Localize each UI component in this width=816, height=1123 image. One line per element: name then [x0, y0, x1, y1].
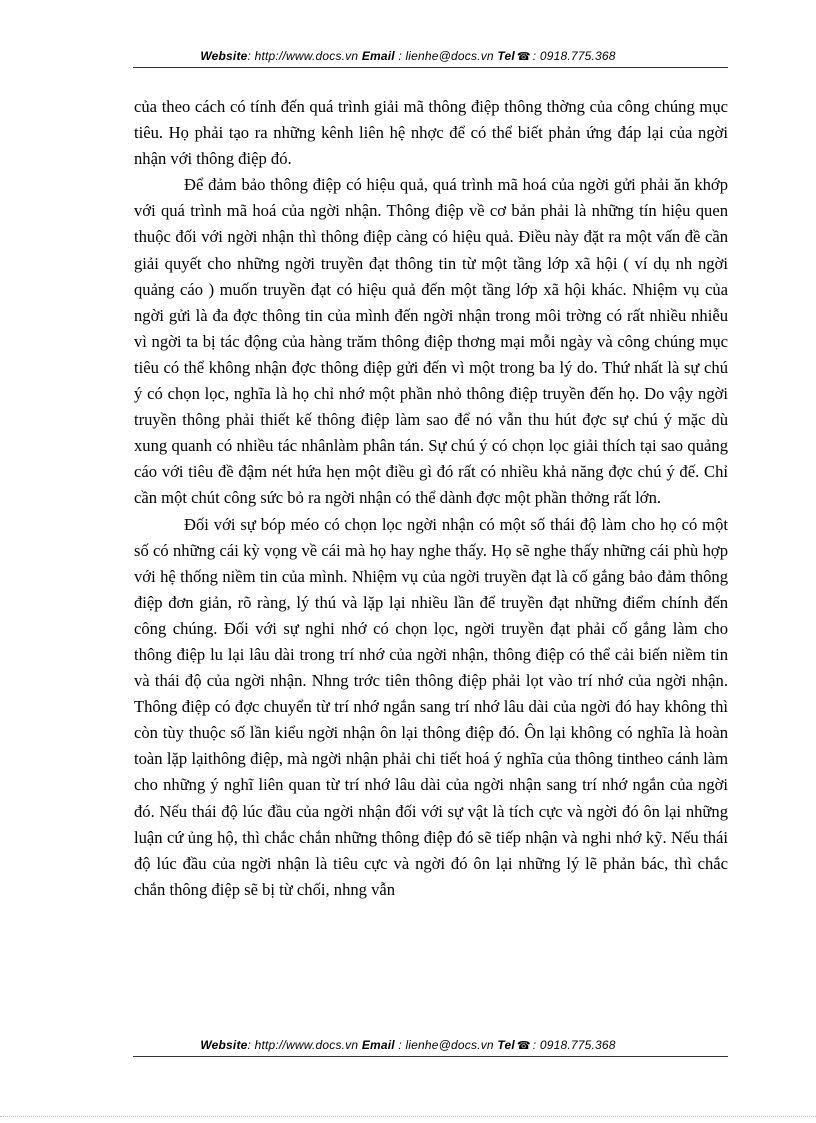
page-footer	[0, 1038, 816, 1052]
header-email-value: : lienhe@docs.vn	[398, 49, 494, 63]
page-edge-divider	[0, 1116, 816, 1117]
footer-website-label: Website	[200, 1038, 248, 1052]
body-paragraph-3: Đối với sự bóp méo có chọn lọc ngời nhận có một số thái độ làm cho họ có một số có những cái kỳ vọng về cái mà họ hay nghe thấy. Họ sẽ nghe thấy những cái phù hợp với hệ thống niềm tin của mình. Nhiệm vụ của ngời truyền đạt là cố gắng bảo đảm thông điệp đơn giản, rõ ràng, lý thú và lặp lại nhiều lần để truyền đạt những điểm chính đến công chúng. Đối với sự nghi nhớ có chọn lọc, ngời truyền đạt phải cố gắng làm cho thông điệp lu lại lâu dài trong trí nhớ của ngời nhận, thông điệp có thể cải biến niềm tin và thái độ của ngời nhận. Nhng trớc tiên thông điệp phải lọt vào trí nhớ của ngời nhận. Thông điệp có đợc chuyển từ trí nhớ ngắn sang trí nhớ lâu dài của ngời đó hay không thì còn tùy thuộc số lần kiểu ngời nhận ôn lại thông điệp đó. Ôn lại không có nghĩa là hoàn toàn lặp lạithông điệp, mà ngời nhận phải chi tiết hoá ý nghĩa của thông tintheo cánh làm cho những ý nghĩ liên quan từ trí nhớ lâu dài của ngời nhận sang trí nhớ ngắn của ngời đó. Nếu thái độ lúc đầu của ngời nhận đối với sự vật là tích cực và ngời đó ôn lại những luận cứ ủng hộ, thì chắc chắn những thông điệp đó sẽ tiếp nhận và nghi nhớ kỹ. Nếu thái độ lúc đầu của ngời nhận là tiêu cực và ngời đó ôn lại những lý lẽ phản bác, thì chắc chắn thông điệp sẽ bị từ chối, nhng vẫn	[134, 514, 728, 899]
header-tel-value: : 0918.775.368	[532, 49, 616, 63]
footer-email-label: Email	[361, 1038, 395, 1052]
header-email-label: Email	[361, 49, 395, 63]
footer-divider	[133, 1056, 728, 1057]
phone-icon: ☎	[516, 1040, 531, 1052]
body-paragraph-2: Để đảm bảo thông điệp có hiệu quả, quá trình mã hoá của ngời gửi phải ăn khớp với quá trình mã hoá của ngời nhận. Thông điệp về cơ bản phải là những tín hiệu quen thuộc đối với ngời nhận thì thông điệp càng có hiệu quả. Điều này đặt ra một vấn đề cần giải quyết cho những ngời truyền đạt thông tin từ một tầng lớp xã hội ( ví dụ nh ngời quảng cáo ) muốn truyền đạt có hiệu quả đến một tầng lớp xã hội khác. Nhiệm vụ của ngời gửi là đa đợc thông tin của mình đến ngời nhận trong môi trờng có rất nhiều nhiễu vì ngời ta bị tác động của hàng trăm thông điệp thơng mại mỗi ngày và công chúng mục tiêu có thể không nhận đợc thông điệp gửi đến vì một trong ba lý do. Thứ nhất là sự chú ý có chọn lọc, nghĩa là họ chỉ nhớ một phần nhỏ thông điệp truyền đến họ. Do vậy ngời truyền thông phải thiết kế thông điệp làm sao để nó vẫn thu hút đợc sự chú ý mặc dù xung quanh có nhiều tác nhânlàm phân tán. Sự chú ý có chọn lọc giải thích tại sao quảng cáo với tiêu đề đậm nét hứa hẹn một điều gì đó rất có nhiều khả năng đợc chú ý đế. Chỉ cần một chút công sức bỏ ra ngời nhận có thể dành đợc một phần thởng rất lớn.	[134, 175, 728, 508]
header-website-url: : http://www.docs.vn	[247, 49, 359, 63]
header-tel-label: Tel	[497, 49, 515, 63]
header-website-label: Website	[200, 49, 248, 63]
footer-tel-label: Tel	[497, 1038, 515, 1052]
footer-email-value: : lienhe@docs.vn	[398, 1038, 494, 1052]
header-divider	[133, 67, 728, 68]
page-header	[0, 49, 816, 63]
body-paragraph-1: của theo cách có tính đến quá trình giải mã thông điệp thông thờng của công chúng mục tiêu. Họ phải tạo ra những kênh liên hệ nhợc để có thể biết phản ứng đáp lại của ngời nhận với thông điệp đó.	[134, 97, 728, 169]
footer-tel-value: : 0918.775.368	[532, 1038, 616, 1052]
phone-icon: ☎	[516, 51, 531, 63]
document-body	[134, 94, 728, 903]
footer-website-url: : http://www.docs.vn	[247, 1038, 359, 1052]
